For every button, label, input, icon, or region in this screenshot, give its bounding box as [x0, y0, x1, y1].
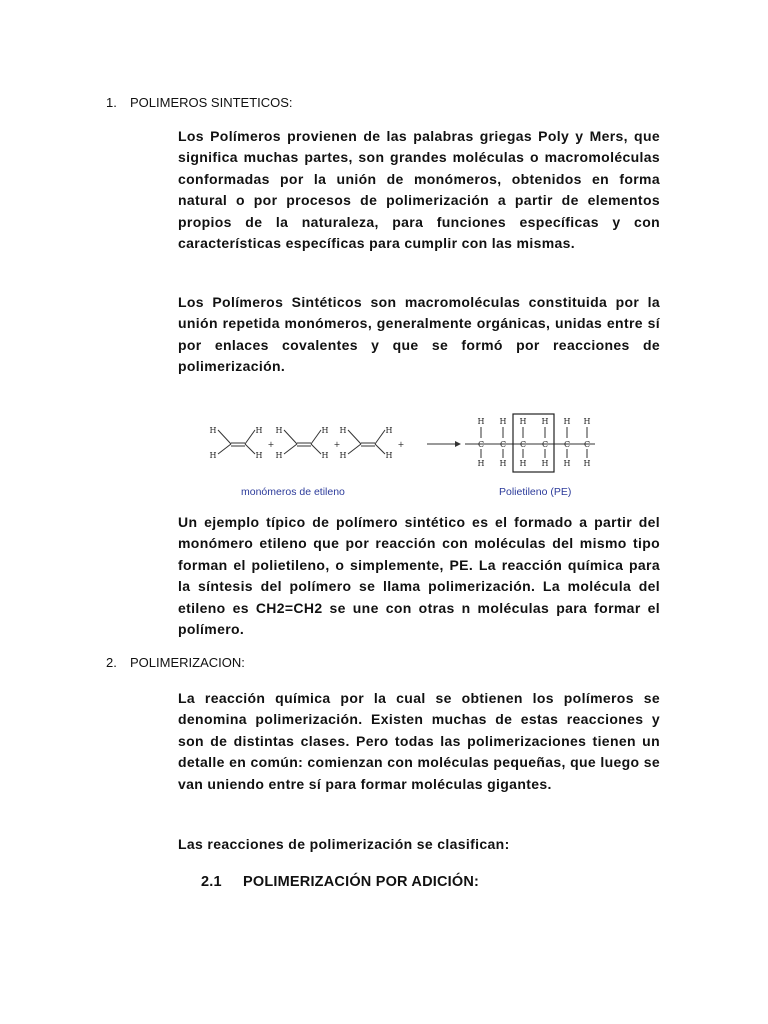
hydrogen-atom: H — [385, 451, 393, 460]
reaction-arrow-head — [455, 441, 461, 447]
single-bond — [218, 430, 231, 444]
single-bond — [348, 430, 361, 444]
hydrogen-atom: H — [499, 459, 507, 468]
subsection-2-1-heading — [201, 874, 479, 890]
paragraph-polymerization-definition: La reacción química por la cual se obtienen los polímeros se denomina polimerización. Existen muchas de estas reacciones y son de distintas clases. Pero todas las polimerizaciones tienen un detalle en común: comienzan con moléculas pequeñas, que luego se van uniendo entre sí para formar moléculas gigantes. — [178, 690, 660, 792]
hydrogen-atom: H — [255, 451, 263, 460]
plus-sign: + — [333, 440, 341, 449]
hydrogen-atom: H — [541, 459, 549, 468]
hydrogen-atom: H — [385, 426, 393, 435]
single-bond — [311, 430, 321, 444]
paragraph-classification-intro: Las reacciones de polimerización se clasifican: — [178, 836, 510, 852]
hydrogen-atom: H — [519, 459, 527, 468]
subsection-2-1-number: 2.1 — [201, 874, 222, 890]
hydrogen-atom: H — [563, 417, 571, 426]
hydrogen-atom: H — [583, 459, 591, 468]
single-bond — [311, 444, 321, 454]
carbon-atom: C — [477, 440, 485, 449]
hydrogen-atom: H — [339, 426, 347, 435]
carbon-atom: C — [563, 440, 571, 449]
paragraph-synthetic-polymers: Los Polímeros Sintéticos son macromoléculas constituida por la unión repetida monómeros, generalmente orgánicas, unidas entre sí por enlaces covalentes y que se formó por reacciones de polimerización. — [178, 294, 660, 375]
hydrogen-atom: H — [477, 417, 485, 426]
hydrogen-atom: H — [583, 417, 591, 426]
section-1-number: 1. — [106, 95, 117, 110]
carbon-atom: C — [519, 440, 527, 449]
section-1-title: POLIMEROS SINTETICOS: — [130, 95, 293, 110]
caption-polyethylene: Polietileno (PE) — [499, 486, 572, 498]
hydrogen-atom: H — [499, 417, 507, 426]
single-bond — [245, 430, 255, 444]
hydrogen-atom: H — [541, 417, 549, 426]
hydrogen-atom: H — [519, 417, 527, 426]
single-bond — [284, 444, 297, 454]
hydrogen-atom: H — [275, 451, 283, 460]
single-bond — [284, 430, 297, 444]
single-bond — [245, 444, 255, 454]
caption-ethylene-monomers: monómeros de etileno — [241, 486, 345, 498]
carbon-atom: C — [541, 440, 549, 449]
hydrogen-atom: H — [255, 426, 263, 435]
single-bond — [375, 444, 385, 454]
hydrogen-atom: H — [209, 426, 217, 435]
plus-sign: + — [267, 440, 275, 449]
section-2-number: 2. — [106, 655, 117, 670]
hydrogen-atom: H — [275, 426, 283, 435]
paragraph-polyethylene-example: Un ejemplo típico de polímero sintético es el formado a partir del monómero etileno que por reacción con moléculas del mismo tipo forman el polietileno, o simplemente, PE. La reacción química para la síntesis del polímero se llama polimerización. La molécula del etileno es CH2=CH2 se une con otras n moléculas para formar el polímero. — [178, 514, 660, 638]
single-bond — [375, 430, 385, 444]
hydrogen-atom: H — [477, 459, 485, 468]
hydrogen-atom: H — [563, 459, 571, 468]
hydrogen-atom: H — [339, 451, 347, 460]
plus-sign: + — [397, 440, 405, 449]
section-2-title: POLIMERIZACION: — [130, 655, 245, 670]
section-1-heading — [106, 95, 293, 110]
hydrogen-atom: H — [321, 451, 329, 460]
single-bond — [348, 444, 361, 454]
hydrogen-atom: H — [209, 451, 217, 460]
carbon-atom: C — [583, 440, 591, 449]
section-2-heading — [106, 655, 245, 670]
hydrogen-atom: H — [321, 426, 329, 435]
paragraph-polymers-origin: Los Polímeros provienen de las palabras griegas Poly y Mers, que significa muchas partes, son grandes moléculas o macromoléculas conformadas por la unión de monómeros, obtenidos en forma natural o por procesos de polimerización a partir de elementos propios de la naturaleza, para funciones específicas y con características específicas para cumplir con las mismas. — [178, 128, 660, 252]
subsection-2-1-title: POLIMERIZACIÓN POR ADICIÓN: — [243, 874, 480, 890]
single-bond — [218, 444, 231, 454]
carbon-atom: C — [499, 440, 507, 449]
